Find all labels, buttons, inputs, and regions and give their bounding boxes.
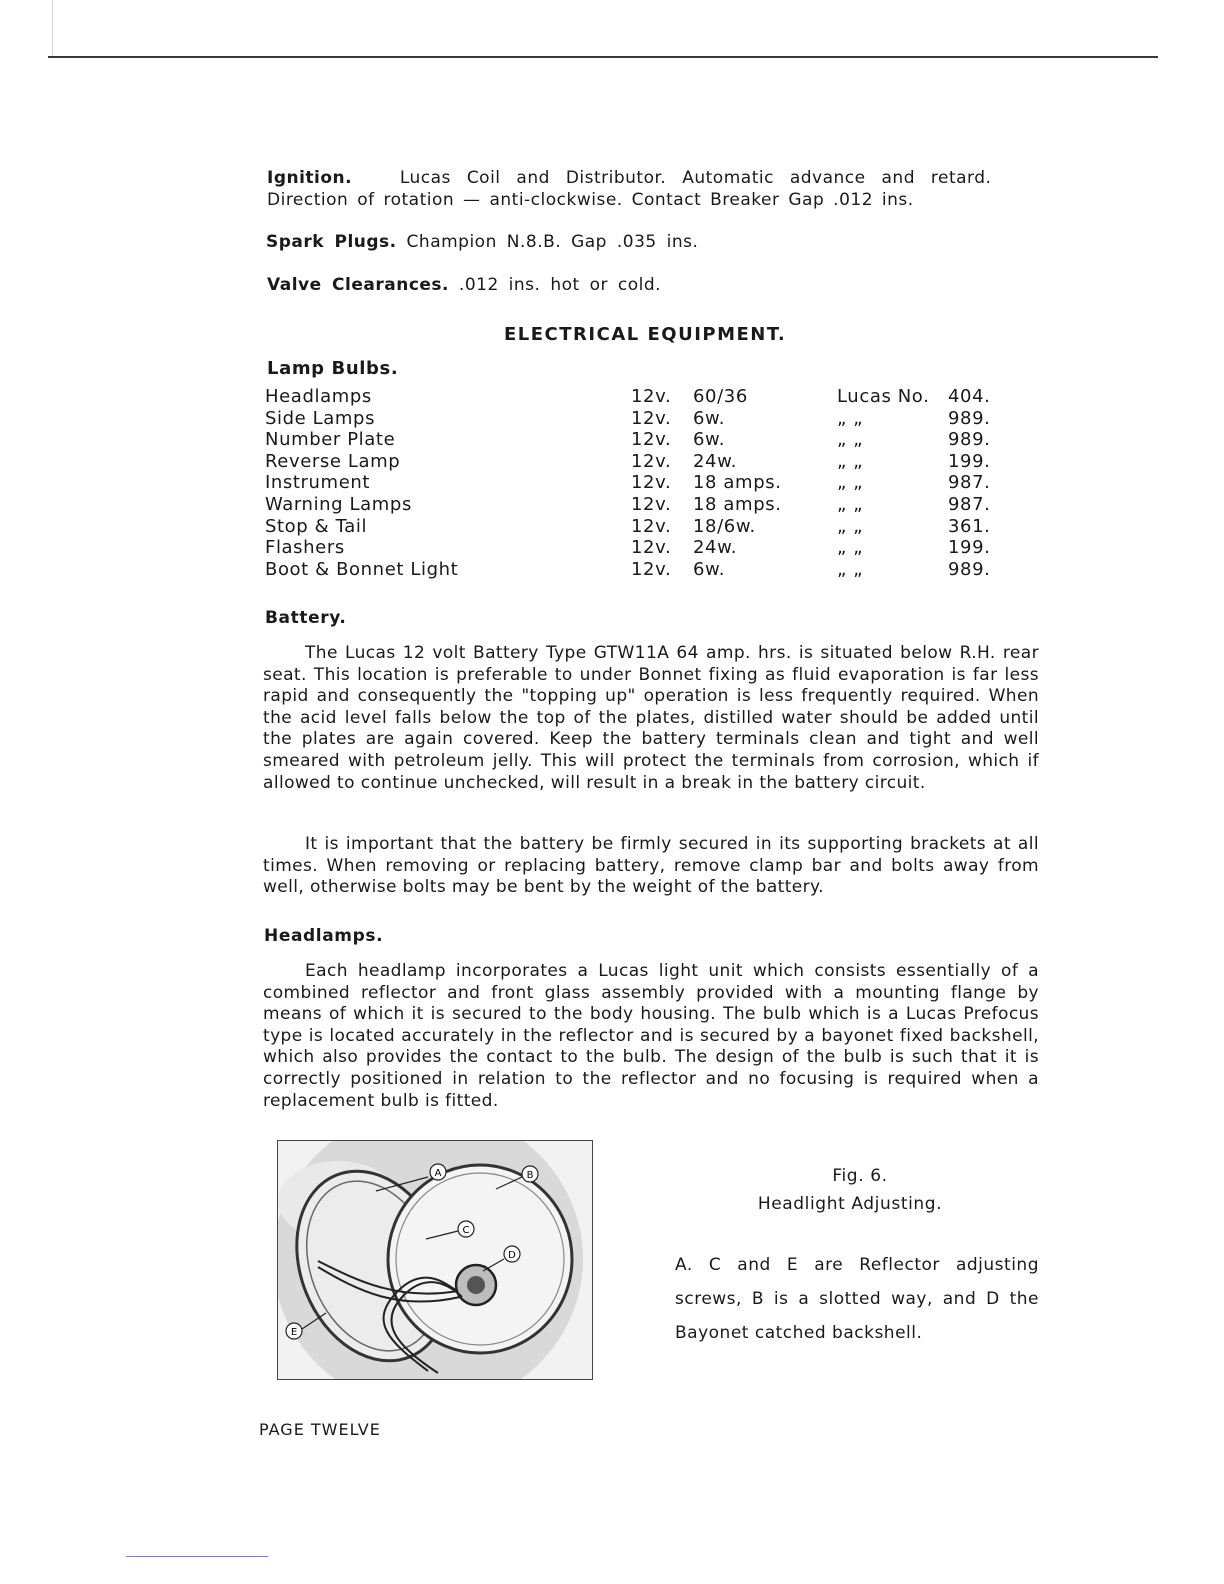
bottom-rule <box>126 1556 268 1557</box>
bulb-rating: 24w. <box>693 450 738 472</box>
bulb-maker: „ „ <box>837 429 864 451</box>
bulb-voltage: 12v. <box>631 407 672 429</box>
bulb-number: 361. <box>948 515 991 537</box>
bulb-row <box>265 516 990 538</box>
ignition-line-2: Direction of rotation — anti-clockwise. Contact Breaker Gap .012 ins. <box>267 190 914 210</box>
bulb-row <box>265 408 990 430</box>
bulb-voltage: 12v. <box>631 558 672 580</box>
bulb-name: Headlamps <box>265 386 372 407</box>
battery-paragraph-2: It is important that the battery be firmly secured in its supporting brackets at all times. When removing or replacing battery, remove clamp bar and bolts away from well, otherwise bolts may be bent by the weight of the battery. <box>263 834 1039 898</box>
battery-heading: Battery. <box>265 608 347 628</box>
headlight-illustration <box>278 1141 592 1379</box>
bulb-number: 989. <box>948 558 991 580</box>
bulb-rating: 6w. <box>693 429 726 451</box>
bulb-maker: „ „ <box>837 558 864 580</box>
bulb-row <box>265 559 990 581</box>
bulb-row <box>265 494 990 516</box>
bulb-row <box>265 451 990 473</box>
bulb-maker: „ „ <box>837 493 864 515</box>
bulb-row <box>265 429 990 451</box>
ignition-text-1: Lucas Coil and Distributor. Automatic advance and retard. <box>399 168 992 188</box>
spark-plugs-text: Champion N.8.B. Gap .035 ins. <box>406 232 699 252</box>
bulb-maker: Lucas No. <box>837 386 930 407</box>
figure-description: A. C and E are Reflector adjusting screws, B is a slotted way, and D the Bayonet catched backshell. <box>675 1255 1039 1343</box>
bulb-maker: „ „ <box>837 472 864 494</box>
bulb-rating: 6w. <box>693 407 726 429</box>
bulb-voltage: 12v. <box>631 386 672 407</box>
headlight-figure <box>277 1140 593 1380</box>
bulb-name: Flashers <box>265 537 345 559</box>
valve-clearances-label: Valve Clearances. <box>267 275 450 295</box>
figure-label-a: A <box>434 1168 442 1179</box>
spark-plugs-label: Spark Plugs. <box>266 232 397 252</box>
bulb-name: Instrument <box>265 472 371 494</box>
valve-clearances-line <box>267 275 661 297</box>
headlamps-paragraph: Each headlamp incorporates a Lucas light unit which consists essentially of a combined reflector and front glass assembly provided with a mounting flange by means of which it is secured to the body housing. The bulb which is a Lucas Prefocus type is located accurately in the reflector and is secured by a bayonet fixed backshell, which also provides the contact to the bulb. The design of the bulb is such that it is correctly positioned in relation to the reflector and no focusing is required when a replacement bulb is fitted. <box>263 961 1039 1111</box>
figure-title: Headlight Adjusting. <box>757 1194 943 1214</box>
bulb-voltage: 12v. <box>631 515 672 537</box>
bulb-name: Reverse Lamp <box>265 450 401 472</box>
bulb-rating: 60/36 <box>693 386 748 407</box>
bulb-maker: „ „ <box>837 407 864 429</box>
electrical-equipment-title: ELECTRICAL EQUIPMENT. <box>504 324 787 345</box>
bulb-number: 989. <box>948 429 991 451</box>
bulb-name: Side Lamps <box>265 407 376 429</box>
bulb-rating: 18 amps. <box>693 493 782 515</box>
bulb-row <box>265 537 990 559</box>
bulb-maker: „ „ <box>837 537 864 559</box>
spark-plugs-line <box>266 232 698 254</box>
bulb-number: 404. <box>948 386 991 407</box>
bulb-voltage: 12v. <box>631 429 672 451</box>
headlamps-heading: Headlamps. <box>264 926 384 946</box>
bulb-voltage: 12v. <box>631 537 672 559</box>
figure-label-b: B <box>526 1170 534 1181</box>
top-rule <box>48 56 1158 58</box>
bulb-rating: 24w. <box>693 537 738 559</box>
figure-label-d: D <box>508 1250 516 1261</box>
bulb-number: 199. <box>948 450 991 472</box>
bulb-name: Warning Lamps <box>265 493 412 515</box>
bulb-voltage: 12v. <box>631 472 672 494</box>
bulb-number: 987. <box>948 493 991 515</box>
ignition-label: Ignition. <box>267 168 353 188</box>
bulb-voltage: 12v. <box>631 450 672 472</box>
bulb-number: 989. <box>948 407 991 429</box>
figure-label-e: E <box>290 1327 298 1338</box>
bulb-rating: 18 amps. <box>693 472 782 494</box>
lamp-bulbs-table <box>265 386 990 580</box>
valve-clearances-text: .012 ins. hot or cold. <box>458 275 662 295</box>
bulb-name: Number Plate <box>265 429 396 451</box>
figure-label-c: C <box>462 1225 470 1236</box>
bulb-number: 199. <box>948 537 991 559</box>
page-number: PAGE TWELVE <box>259 1420 381 1439</box>
bulb-voltage: 12v. <box>631 493 672 515</box>
bulb-rating: 6w. <box>693 558 726 580</box>
figure-number: Fig. 6. <box>832 1166 888 1186</box>
bulb-row <box>265 386 990 408</box>
bulb-maker: „ „ <box>837 450 864 472</box>
bulb-maker: „ „ <box>837 515 864 537</box>
bulb-name: Boot & Bonnet Light <box>265 558 459 580</box>
bulb-number: 987. <box>948 472 991 494</box>
battery-paragraph-1: The Lucas 12 volt Battery Type GTW11A 64 amp. hrs. is situated below R.H. rear seat. This location is preferable to under Bonnet fixing as fluid evaporation is far less rapid and consequently the "topping up" operation is less frequently required. When the acid level falls below the top of the plates, distilled water should be added until the plates are again covered. Keep the battery terminals clean and tight and well smeared with petroleum jelly. This will protect the terminals from corrosion, which if allowed to continue unchecked, will result in a break in the battery circuit. <box>263 643 1039 793</box>
scan-edge-line <box>52 0 53 58</box>
bulb-row <box>265 472 990 494</box>
bulb-rating: 18/6w. <box>693 515 756 537</box>
lamp-bulbs-heading: Lamp Bulbs. <box>267 358 399 379</box>
ignition-line-1 <box>267 168 1039 190</box>
bulb-name: Stop & Tail <box>265 515 368 537</box>
